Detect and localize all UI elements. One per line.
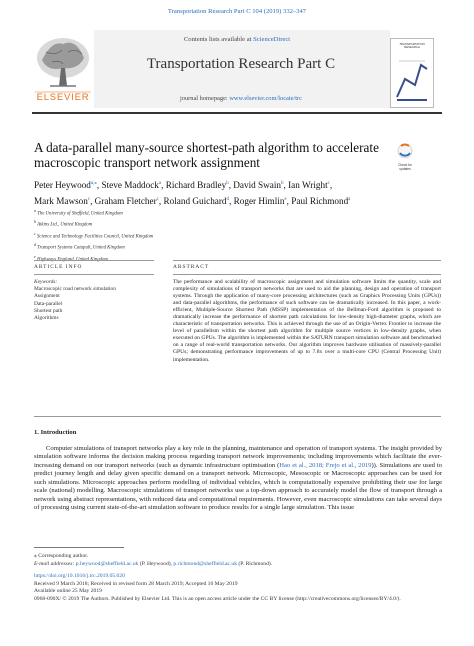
footnotes [34, 553, 334, 568]
author-list: Peter Heywood$^{a,⁎}$, Steve Maddock$^a$, Richard Bradley$^b$, David Swain$^b$, Ian Wright$^c$, Mark Mawson$^c$, Graham Fletcher$^c$, Roland Guichard$^d$, Roger Himlin$^e$, Paul Richmond$^a$ [34, 180, 351, 206]
abstract-rule-bottom [173, 274, 441, 275]
article-info-rule-bottom [34, 274, 154, 275]
section-heading-introduction: 1. Introduction [34, 429, 77, 436]
journal-homepage-line [96, 95, 386, 102]
author-name[interactable]: Richard Bradley$^b$ [165, 180, 229, 191]
keyword: Assignment [34, 293, 60, 300]
citation-link[interactable]: Hao et al., 2018; Frejo et al., 2019 [279, 461, 372, 469]
affiliation: e [34, 253, 36, 259]
contents-prefix: Contents lists available at [183, 36, 254, 43]
publication-info [34, 573, 414, 603]
author-name[interactable]: Graham Fletcher$^c$ [94, 195, 159, 206]
journal-title: Transportation Research Part C [146, 56, 336, 72]
affiliation: $^d$ Transport Systems Catapult, United Kingdom [34, 242, 125, 251]
keyword: Data-parallel [34, 300, 63, 307]
introduction-paragraph: Computer simulations of transport networks play a key role in the planning, maintenance and operation of transport systems. The insight provided by simulation software informs the decision making process regarding transport network improvements; including improvements which facilitate the ever-increasing demand on our transport networks (such as dynamic infrastructure optimisation (Hao et al., 2018; Frejo et al., 2019)). Simulations are used to predict journey length and delay given specific demand on a transport network. Microscopic, Mesoscopic or Macroscopic approaches can be used for such simulations. Microscopic approaches perform modelling of individual vehicles, which is computationally expensive prohibiting their use for large scale (national) modelling. Macroscopic simulations of transport networks use a top-down approach to accurately model the flow of transport through a network using abstract representations, with reduced data and computational requirements. However, even macroscopic simulations can take several days of processing using current state-of-the-art simulation software to produce results for a single large simulation. This issue [34, 445, 442, 512]
homepage-link[interactable]: www.elsevier.com/locate/trc [229, 95, 303, 102]
abstract-heading: ABSTRACT [173, 264, 210, 270]
journal-reference[interactable]: Transportation Research Part C 104 (2019) 332–347 [167, 8, 307, 15]
author-name[interactable]: Ian Wright$^c$ [288, 180, 330, 191]
keyword: Shortest path [34, 307, 63, 314]
check-updates-icon [394, 143, 416, 159]
affiliation: $^b$ Atkins Ltd., United Kingdom [34, 219, 93, 228]
author-name[interactable]: David Swain$^b$ [233, 180, 284, 191]
author-name[interactable]: Peter Heywood$^{a,⁎}$ [34, 180, 97, 191]
available-online: Available online 25 May 2019 [34, 588, 102, 595]
keywords-label: Keywords: [34, 279, 58, 285]
check-updates-line2: updates [399, 166, 411, 171]
keywords-block [34, 279, 154, 322]
corresponding-author-note: ⁎ Corresponding author. [34, 553, 89, 559]
homepage-prefix: journal homepage: [179, 95, 230, 102]
cover-title-line2: RESEARCH [404, 45, 420, 50]
sciencedirect-link[interactable]: ScienceDirect [253, 36, 291, 43]
abstract-text: The performance and scalability of macroscopic assignment and simulation software limits the quantity, scale and complexity of simulations of transport networks that are used to aid the planning, design and operation of transport systems. Through the application of many-core processing architectures (such as Graphics Processing Units (GPUs)) and data-parallel algorithms, the performance of such software can be dramatically increased. In this paper, a work-efficient, Multiple-Source Shortest Path (MSSP) implementation of the Bellman-Ford algorithm is proposed to dramatically increase the performance of shortest path calculations for low-density high-diameter graphs, which are characteristic of transportation networks. This is achieved through the use of an Origin-Vertex Frontier to increase the level of parallelism within the shortest path algorithm for multiple source vertices in low-density graphs, when executed on GPUs. The algorithm is implemented within the SATURN transport simulation software and benchmarked on a range of real-world transportation networks. Our algorithm improves hardware utilisation of massively-parallel GPUs; demonstrating performance improvements of up to 7.8x over a multi-core CPU (Central Processing Unit) implementation. [173, 279, 441, 363]
email-link[interactable]: p.heywood@sheffield.ac.uk [75, 560, 139, 567]
email-addresses: E-mail addresses: p.heywood@sheffield.ac.uk (P. Heywood), p.richmond@sheffield.ac.uk (P. Richmond). [34, 560, 273, 567]
footnote-rule [34, 547, 124, 548]
elsevier-wordmark: ELSEVIER [36, 92, 90, 103]
keyword: Macroscopic road network simulation [34, 286, 116, 293]
affiliation-list [34, 207, 334, 264]
author-name[interactable]: Mark Mawson$^c$ [34, 195, 91, 206]
email-link[interactable]: p.richmond@sheffield.ac.uk [173, 560, 238, 567]
received-dates: Received 9 March 2018; Received in revised form 28 March 2019; Accepted 16 May 2019 [34, 580, 238, 587]
abstract-end-rule [34, 416, 441, 417]
check-for-updates-badge[interactable] [394, 143, 416, 169]
author-name[interactable]: Roger Himlin$^e$ [233, 195, 287, 206]
author-name[interactable]: Steve Maddock$^a$ [101, 180, 162, 191]
paper-title: A data-parallel many-source shortest-path algorithm to accelerate macroscopic transport network assignment [34, 140, 379, 170]
author-name[interactable]: Roland Guichard$^d$ [163, 195, 230, 206]
abstract-rule-top [173, 260, 441, 261]
article-info-heading: ARTICLE INFO [34, 264, 83, 270]
cover-graphic-icon [391, 39, 433, 107]
article-info-rule-top [34, 260, 154, 261]
affiliation: $^a$ The University of Sheffield, United Kingdom [34, 208, 123, 217]
header-rule [32, 112, 442, 114]
journal-cover-thumbnail[interactable] [390, 38, 434, 108]
doi-link[interactable]: https://doi.org/10.1016/j.trc.2019.05.020 [34, 573, 125, 579]
license-note: 0968-090X/ © 2019 The Authors. Published by Elsevier Ltd. This is an open access article under the CC BY license (http://creativecommons.org/licenses/BY/4.0/). [34, 595, 401, 602]
check-updates-line1: Check for [398, 163, 412, 167]
author-name[interactable]: Paul Richmond$^a$ [291, 195, 351, 206]
affiliation: $^c$ Science and Technology Facilities Council, United Kingdom [34, 230, 154, 240]
keyword: Algorithms [34, 315, 59, 322]
cover-title-line1: TRANSPORTATION [399, 42, 425, 46]
